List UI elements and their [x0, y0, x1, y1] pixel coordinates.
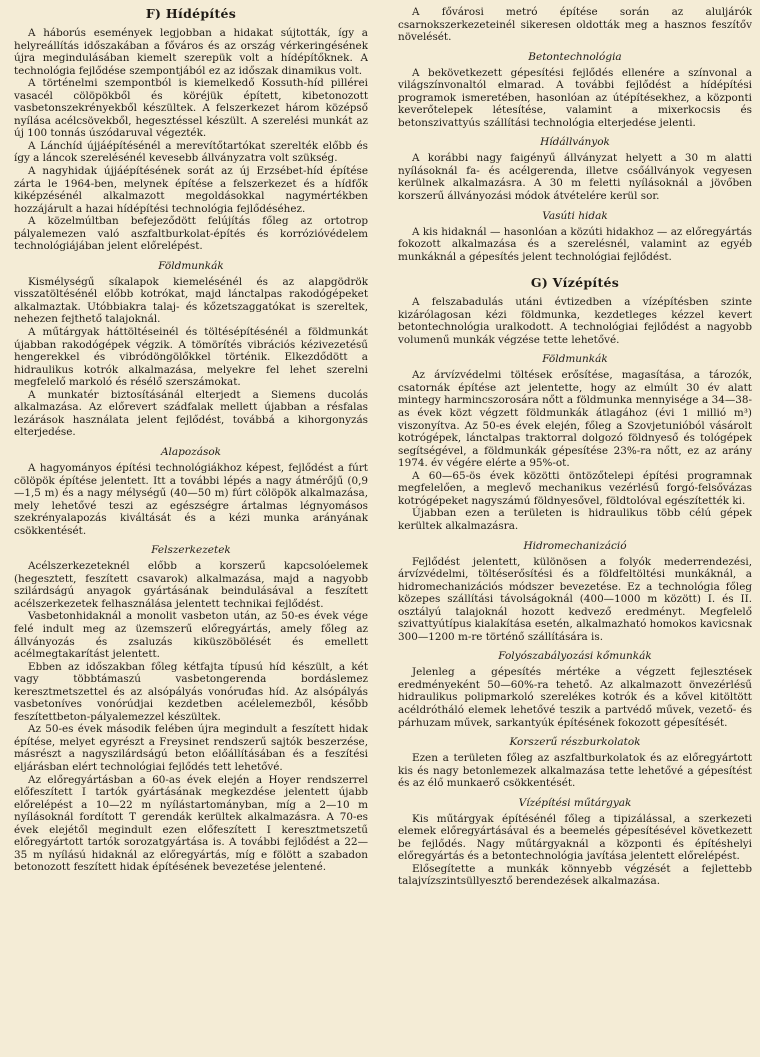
paragraph: A történelmi szempontból is kiemelkedő Kossuth-híd pillérei vasacél cölöpökből és köréjük épített, kibetonozott vasbetonszekrényekből készültek. A felszerkezet három középső nyílása acélcsövekből, hegesztéssel készült. A szerelési munkát az új 100 tonnás úszódaruval végezték. — [14, 77, 368, 140]
paragraph: A nagyhidak újjáépítésének sorát az új Erzsébet-híd építése zárta le 1964-ben, melynek építése a felszerkezet és a hídfők kiképzésénél alkalmazott megoldásokkal nagymértékben hozzájárult a hazai hídépítési technológia fejlődéséhez. — [14, 165, 368, 215]
subheading-felszerkezetek: Felszerkezetek — [151, 544, 231, 557]
paragraph: Jelenleg a gépesítés mértéke a végzett fejlesztések eredményeként 50—60%-ra tehető. Az alkalmazott önvezérlésű hidraulikus polipmarkoló szerelékes kotrók és a kővel kitöltött acéldrótháló elemek lehetővé teszik a partvédő művek, vezető- és párhuzam művek, sarkantyúk építésének fokozott gépesítését. — [398, 666, 752, 729]
paragraph: Az 50-es évek második felében újra megindult a feszített hidak építése, melyet egyrészt a Freysinet rendszerű sajtók beszerzése, másrészt a nagyszilárdságú beton előállításában és a feszítési eljárásban elért technológiai fejlődés tett lehetővé. — [14, 723, 368, 773]
paragraph: A műtárgyak háttöltéseinél és töltésépítésénél a földmunkát újabban rakodógépek végzik. A tömörítés vibrációs kézivezetésű hengerekkel és vibródöngölőkkel történik. Elkezdődött a hidraulikus kotrók alkalmazása, melyekre fel lehet szerelni megfelelő markoló és résélő szerszámokat. — [14, 326, 368, 389]
paragraph: A 60—65-ös évek közötti öntözőtelepi építési programnak megfelelően, a meglevő mechanikus vezérlésű forgó-felsővázas kotrógépeket nagyszámú földnyesővel, földtolóval egészítették ki. — [398, 469, 752, 507]
subheading-folyoszabalyozasi-komunkak: Folyószabályozási kőmunkák — [498, 650, 652, 663]
subheading-hidallvanyok: Hídállványok — [540, 136, 610, 149]
subheading-alapozasok: Alapozások — [160, 445, 222, 458]
paragraph: Az előregyártásban a 60-as évek elején a Hoyer rendszerrel előfeszített I tartók gyártásának megkezdése jelentett újabb előrelépést a 10—22 m nyílástartományban, míg a 2—10 m nyílásoknál fordított T gerendák kerültek alkalmazásra. A 70-es évek elejétől megindult ezen előfeszített I keresztmetszetű előregyártott tartók sorozatgyártása is. A további fejlődést a 22—35 m nyílású hidaknál az előregyártás, míg e fölött a szabadon betonozott feszített hidak építésének bevezetése jelentené. — [14, 773, 368, 874]
section-heading-f-hidepites: F) Hídépítés — [145, 6, 237, 21]
paragraph: A kis hidaknál — hasonlóan a közúti hidakhoz — az előregyártás fokozott alkalmazása és a szerelésnél, valamint az egyéb munkáknál a gépesítés jelent technológiai fejlődést. — [398, 225, 752, 263]
left-column — [14, 6, 368, 1057]
paragraph: A munkatér biztosításánál elterjedt a Siemens ducolás alkalmazása. Az előrevert szádfalak mellett újabban a résfalas lezárások használata jelent fejlődést, továbbá a kihorgonyzás elterjedése. — [14, 388, 368, 439]
paragraph: A háborús események legjobban a hidakat sújtották, így a helyreállítás időszakában a főváros és az ország vérkeringésének újra megindulásában kiemelt szerepük volt a hídépítőknek. A technológia fejlődése szempontjából ez az időszak dinamikus volt. — [14, 27, 368, 77]
paragraph: A korábbi nagy faigényű állványzat helyett a 30 m alatti nyílásoknál fa- és acélgerenda, illetve csőállványok vegyesen kerülnek alkalmazásra. A 30 m feletti nyílásoknál a jövőben korszerű állványozási módok átvételére kerül sor. — [398, 152, 752, 203]
paragraph: Kis műtárgyak építésénél főleg a tipizálással, a szerkezeti elemek előregyártásával és a beemelés gépesítésével következett be fejlődés. Nagy műtárgyaknál a központi és építéshelyi előregyártás és a betontechnológia javítása jelentett előrelépést. — [398, 812, 752, 863]
subheading-foldmunkak: Földmunkák — [542, 353, 608, 366]
paragraph: A felszabadulás utáni évtizedben a vízépítésben szinte kizárólagosan kézi földmunka, kezdetleges kézzel kevert betontechnológia uralkodott. A technológiai fejlődést a nagyobb volumenű munkák végzése tette lehetővé. — [398, 296, 752, 346]
paragraph: Acélszerkezeteknél előbb a korszerű kapcsolóelemek (hegesztett, feszített csavarok) alkalmazása, majd a nagyobb szilárdságú anyagok gyártásának beindulásával a feszített acélszerkezetek felhasználása jelentett technikai fejlődést. — [14, 560, 368, 610]
paragraph: Fejlődést jelentett, különösen a folyók mederrendezési, árvízvédelmi, töltéserősítési és a földfeltöltési munkáknál, a hidromechanizációs módszer bevezetése. Ez a technológia főleg közepes szállítási távolságoknál (400—1000 m között) I. és II. osztályú talajoknál hozott kedvező eredményt. Megfelelő szivattyútípus kialakítása esetén, alkalmazható homokos kavicsnak 300—1200 m-re történő szállítására is. — [398, 555, 752, 643]
paragraph: Az árvízvédelmi töltések erősítése, magasítása, a tározók, csatornák építése azt jelentette, hogy az elmúlt 30 év alatt mintegy harmincszorosára nőtt a földmunka mennyisége a 34—38-as évek közt végzett földmunkák átlagához (évi 1 millió m³) viszonyítva. Az 50-es évek elején, főleg a Szovjetunióból vásárolt kotrógépek, lánctalpas traktorral dolgozó földnyeső és tológépek segítségével, a földmunkák gépesítése 23%-ra nőtt, ez az arány 1974. év végére elérte a 95%-ot. — [398, 369, 752, 470]
subheading-hidromechanizacio: Hidromechanizáció — [523, 539, 627, 552]
subheading-vizepitesi-mutargyak: Vízépítési műtárgyak — [518, 796, 632, 809]
paragraph: A hagyományos építési technológiákhoz képest, fejlődést a fúrt cölöpök építése jelentett. Itt a további lépés a nagy átmérőjű (0,9—1,5 m) és a nagy mélységű (40—50 m) fúrt cölöpök alkalmazása, mely lehetővé teszi az egészségre ártalmas légnyomásos szekrényalapozás kiváltását és a kézi munka arányának csökkentését. — [14, 461, 368, 537]
paragraph: Újabban ezen a területen is hidraulikus több célú gépek kerültek alkalmazásra. — [398, 507, 752, 532]
paragraph: A bekövetkezett gépesítési fejlődés ellenére a színvonal a világszínvonaltól elmarad. A további fejlődést a hídépítési programok ismeretében, hasonlóan az útépítésekhez, a központi keverőtelepek létesítése, valamint a mixerkocsis és betonszivattyús szállítási technológia elterjedése jelenti. — [398, 66, 752, 129]
paragraph: Elősegítette a munkák könnyebb végzését a fejlettebb talajvízszintsüllyesztő berendezések alkalmazása. — [398, 862, 752, 888]
subheading-foldmunkak: Földmunkák — [158, 259, 224, 272]
paragraph: A fővárosi metró építése során az aluljárók csarnokszerkezeteinél sikeresen oldották meg a hasznos feszítőv növelését. — [398, 6, 752, 44]
subheading-korszeru-reszburkolatok: Korszerű részburkolatok — [509, 736, 641, 749]
paragraph: Ebben az időszakban főleg kétfajta típusú híd készült, a két vagy többtámaszú vasbetongerenda bordáslemez keresztmetszettel és az alsópályás vonóruđas híd. Az alsópályás vasbetoníves vonórúdjai kezdetben acélelemezből, később feszítettbeton-pályalemezzel készültek. — [14, 660, 368, 723]
subheading-betontechnologia: Betontechnológia — [528, 50, 622, 63]
subheading-vasuti-hidak: Vasúti hidak — [542, 209, 608, 222]
paragraph: Kismélységű síkalapok kiemelésénél és az alapgödrök visszatöltésénél előbb kotrókat, majd lánctalpas rakodógépeket alkalmaztak. Utóbbiakra talaj- és kőzetszaggatókat is szereltek, nehezen fejthető talajoknál. — [14, 275, 368, 326]
paragraph: A közelmúltban befejeződött felújítás főleg az ortotrop pályalemezen való aszfaltburkolat-építés és korrózióvédelem technológiájában jelent előrelépést. — [14, 215, 368, 253]
paragraph: Ezen a területen főleg az aszfaltburkolatok és az előregyártott kis és nagy betonlemezek alkalmazása tette lehetővé a gépesítést és az élő munkaerő csökkentését. — [398, 752, 752, 790]
paragraph: Vasbetonhidaknál a monolit vasbeton után, az 50-es évek vége felé indult meg az üzemszerű előregyártás, amely főleg az állványozás és zsaluzás kiküszöbölését és emellett acélmegtakarítást jelentett. — [14, 610, 368, 661]
paragraph: A Lánchíd újjáépítésénél a merevítőtartókat szerelték előbb és így a láncok szerelésénél kevesebb állványzatra volt szükség. — [14, 139, 368, 165]
section-heading-g-vizepites: G) Vízépítés — [530, 275, 620, 291]
right-column — [398, 6, 752, 1057]
